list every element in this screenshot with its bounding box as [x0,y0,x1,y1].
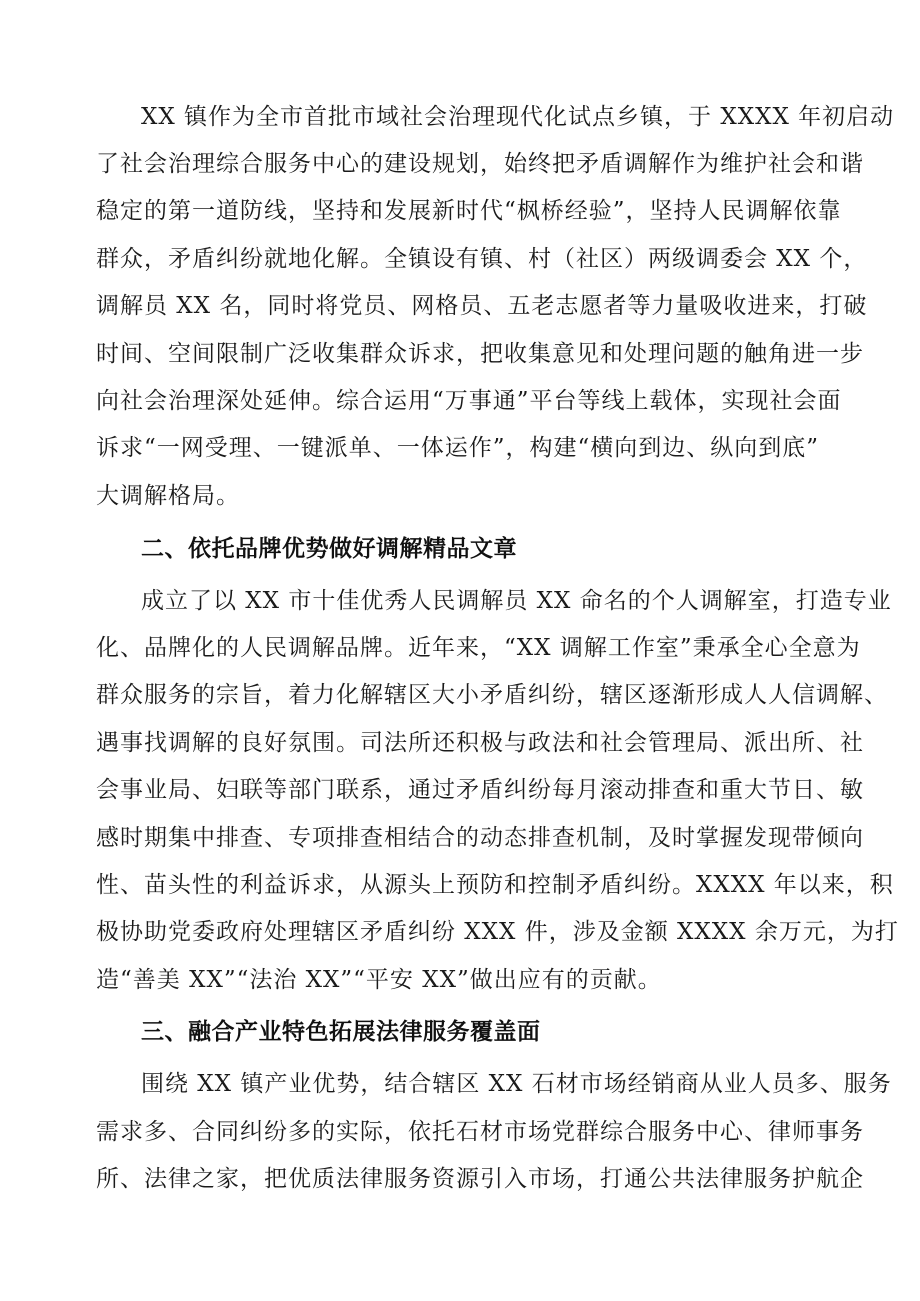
section-heading-3: 三、融合产业特色拓展法律服务覆盖面 [141,1019,541,1045]
paragraph-1-line-6: 时间、空间限制广泛收集群众诉求，把收集意见和处理问题的触角进一步 [96,341,864,367]
paragraph-2-line-2: 化、品牌化的人民调解品牌。近年来，“XX 调解工作室”秉承全心全意为 [96,635,861,661]
paragraph-2-line-3: 群众服务的宗旨，着力化解辖区大小矛盾纠纷，辖区逐渐形成人人信调解、 [96,682,888,708]
paragraph-2-line-6: 感时期集中排查、专项排查相结合的动态排查机制，及时掌握发现带倾向 [96,825,864,851]
paragraph-1-line-9: 大调解格局。 [96,483,240,509]
section-heading-2: 二、依托品牌优势做好调解精品文章 [141,536,517,562]
paragraph-3-line-3: 所、法律之家，把优质法律服务资源引入市场，打通公共法律服务护航企 [96,1166,864,1192]
paragraph-3-line-1: 围绕 XX 镇产业优势，结合辖区 XX 石材市场经销商从业人员多、服务 [141,1071,892,1097]
paragraph-1-line-3: 稳定的第一道防线，坚持和发展新时代“枫桥经验”，坚持人民调解依靠 [96,198,842,224]
paragraph-2-line-8: 极协助党委政府处理辖区矛盾纠纷 XXX 件，涉及金额 XXXX 余万元，为打 [96,919,899,945]
paragraph-3-line-2: 需求多、合同纠纷多的实际，依托石材市场党群综合服务中心、律师事务 [96,1119,864,1145]
paragraph-2-line-7: 性、苗头性的利益诉求，从源头上预防和控制矛盾纠纷。XXXX 年以来，积 [96,872,894,898]
paragraph-1-line-8: 诉求“一网受理、一键派单、一体运作”，构建“横向到边、纵向到底” [96,435,820,461]
paragraph-1-line-1: XX 镇作为全市首批市域社会治理现代化试点乡镇，于 XXXX 年初启动 [141,104,895,130]
paragraph-1-line-5: 调解员 XX 名，同时将党员、网格员、五老志愿者等力量吸收进来，打破 [96,293,868,319]
paragraph-2-line-4: 遇事找调解的良好氛围。司法所还积极与政法和社会管理局、派出所、社 [96,730,864,756]
paragraph-1-line-7: 向社会治理深处延伸。综合运用“万事通”平台等线上载体，实现社会面 [96,388,842,414]
paragraph-2-line-1: 成立了以 XX 市十佳优秀人民调解员 XX 命名的个人调解室，打造专业 [141,588,892,614]
paragraph-1-line-4: 群众，矛盾纠纷就地化解。全镇设有镇、村（社区）两级调委会 XX 个， [96,246,868,272]
paragraph-1-line-2: 了社会治理综合服务中心的建设规划，始终把矛盾调解作为维护社会和谐 [96,151,864,177]
paragraph-2-line-9: 造“善美 XX”“法治 XX”“平安 XX”做出应有的贡献。 [96,967,662,993]
paragraph-2-line-5: 会事业局、妇联等部门联系，通过矛盾纠纷每月滚动排查和重大节日、敏 [96,777,864,803]
